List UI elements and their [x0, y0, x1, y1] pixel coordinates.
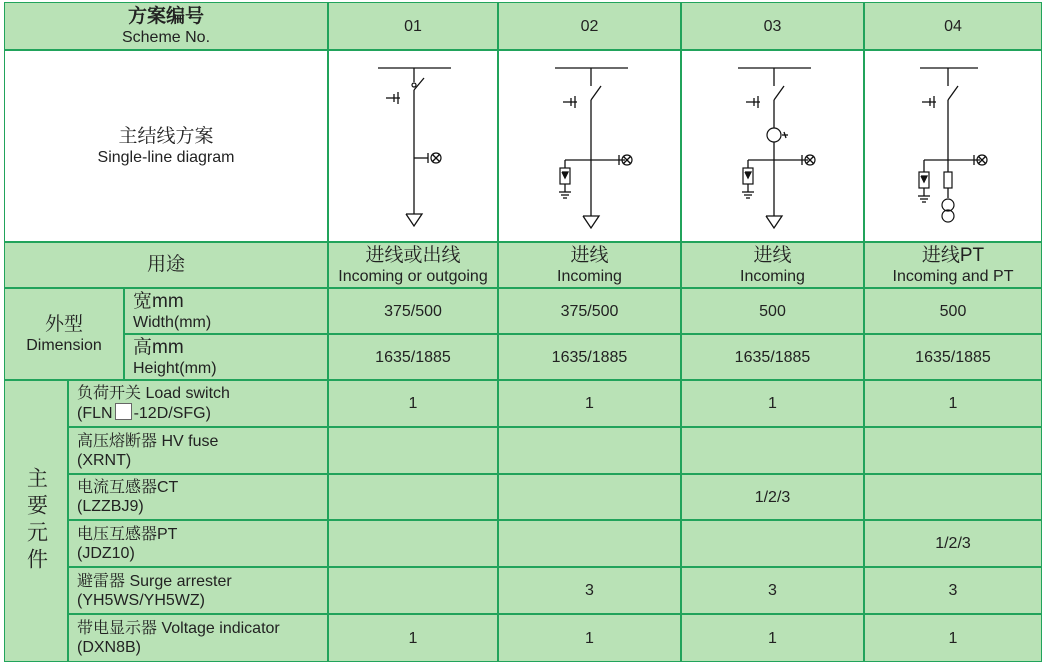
- usage-04: [864, 242, 1042, 288]
- usage-03-en: Incoming: [740, 267, 805, 285]
- usage-01-cn: 进线或出线: [365, 244, 461, 266]
- diagram-04: [864, 50, 1042, 242]
- usage-02-cn: 进线: [570, 244, 609, 266]
- ct-qty-04: [864, 474, 1042, 520]
- component-ct-model: (LZZBJ9): [77, 498, 144, 515]
- components-label: [4, 380, 68, 662]
- diagram-03: [681, 50, 864, 242]
- single-line-diagram-03: [698, 56, 848, 236]
- load-switch-qty-04: 1: [864, 380, 1042, 427]
- usage-03: [681, 242, 864, 288]
- surge-arrester-qty-03: 3: [681, 567, 864, 614]
- component-surge-arrester-model: (YH5WS/YH5WZ): [77, 591, 205, 609]
- dimension-label: [4, 288, 124, 380]
- surge-arrester-qty-04: 3: [864, 567, 1042, 614]
- pt-qty-02: [498, 520, 681, 567]
- diagram-02: [498, 50, 681, 242]
- component-load-switch: [68, 380, 328, 427]
- scheme-no-label-cn: 方案编号: [127, 5, 204, 27]
- width-label: [124, 288, 328, 334]
- width-value-03: 500: [681, 288, 864, 334]
- usage-01: [328, 242, 498, 288]
- width-value-04: 500: [864, 288, 1042, 334]
- height-value-02: 1635/1885: [498, 334, 681, 380]
- diagram-01: [328, 50, 498, 242]
- width-label-en: Width(mm): [133, 313, 212, 331]
- component-pt-name: 电压互感器PT: [77, 525, 178, 543]
- component-surge-arrester: [68, 567, 328, 614]
- component-hv-fuse: [68, 427, 328, 474]
- load-switch-qty-02: 1: [498, 380, 681, 427]
- scheme-04-header: 04: [864, 2, 1042, 50]
- height-label: [124, 334, 328, 380]
- hv-fuse-qty-01: [328, 427, 498, 474]
- usage-01-en: Incoming or outgoing: [338, 267, 488, 285]
- component-hv-fuse-model: (XRNT): [77, 451, 132, 469]
- voltage-indicator-qty-01: 1: [328, 614, 498, 662]
- width-value-01: 375/500: [328, 288, 498, 334]
- pt-qty-04: 1/2/3: [864, 520, 1042, 567]
- component-surge-arrester-name: 避雷器 Surge arrester: [77, 572, 232, 590]
- single-line-label-en: Single-line diagram: [97, 148, 235, 166]
- component-ct-name: 电流互感器CT: [77, 479, 179, 496]
- checkbox-square-icon: [115, 403, 132, 420]
- dimension-label-en: Dimension: [26, 336, 102, 354]
- voltage-indicator-qty-03: 1: [681, 614, 864, 662]
- height-label-cn: 高mm: [133, 336, 184, 358]
- load-switch-qty-01: 1: [328, 380, 498, 427]
- surge-arrester-qty-02: 3: [498, 567, 681, 614]
- height-value-04: 1635/1885: [864, 334, 1042, 380]
- single-line-diagram-01: [338, 56, 488, 236]
- component-pt: [68, 520, 328, 567]
- hv-fuse-qty-02: [498, 427, 681, 474]
- hv-fuse-qty-03: [681, 427, 864, 474]
- voltage-indicator-qty-04: 1: [864, 614, 1042, 662]
- usage-03-cn: 进线: [753, 244, 792, 266]
- components-label-text: 主要元件: [24, 467, 48, 575]
- ct-qty-03: 1/2/3: [681, 474, 864, 520]
- usage-02-en: Incoming: [557, 267, 622, 285]
- ct-qty-01: [328, 474, 498, 520]
- load-switch-model-prefix: (FLN: [77, 405, 113, 422]
- scheme-no-label-en: Scheme No.: [121, 28, 211, 46]
- surge-arrester-qty-01: [328, 567, 498, 614]
- scheme-no-label: [4, 2, 328, 50]
- component-pt-model: (JDZ10): [77, 544, 135, 562]
- ct-qty-02: [498, 474, 681, 520]
- component-voltage-indicator: [68, 614, 328, 662]
- height-label-en: Height(mm): [133, 359, 217, 377]
- usage-label: [4, 242, 328, 288]
- component-hv-fuse-name: 高压熔断器 HV fuse: [77, 432, 219, 450]
- width-label-cn: 宽mm: [133, 290, 184, 312]
- single-line-diagram-02: [515, 56, 665, 236]
- usage-label-text: 用途: [146, 254, 185, 275]
- single-line-label-cn: 主结线方案: [118, 125, 214, 147]
- pt-qty-01: [328, 520, 498, 567]
- dimension-label-cn: 外型: [44, 313, 83, 335]
- component-load-switch-model: [77, 403, 211, 423]
- hv-fuse-qty-04: [864, 427, 1042, 474]
- scheme-02-header: 02: [498, 2, 681, 50]
- component-ct: [68, 474, 328, 520]
- scheme-03-header: 03: [681, 2, 864, 50]
- usage-02: [498, 242, 681, 288]
- scheme-01-header: 01: [328, 2, 498, 50]
- component-load-switch-name: 负荷开关 Load switch: [77, 385, 230, 402]
- single-line-diagram-04: [878, 56, 1028, 236]
- component-voltage-indicator-model: (DXN8B): [77, 639, 142, 656]
- component-voltage-indicator-name: 带电显示器 Voltage indicator: [77, 620, 280, 637]
- width-value-02: 375/500: [498, 288, 681, 334]
- usage-04-cn: 进线PT: [921, 244, 985, 266]
- single-line-label: [4, 50, 328, 242]
- voltage-indicator-qty-02: 1: [498, 614, 681, 662]
- height-value-01: 1635/1885: [328, 334, 498, 380]
- usage-04-en: Incoming and PT: [892, 267, 1014, 285]
- height-value-03: 1635/1885: [681, 334, 864, 380]
- load-switch-qty-03: 1: [681, 380, 864, 427]
- pt-qty-03: [681, 520, 864, 567]
- load-switch-model-suffix: -12D/SFG): [133, 405, 211, 422]
